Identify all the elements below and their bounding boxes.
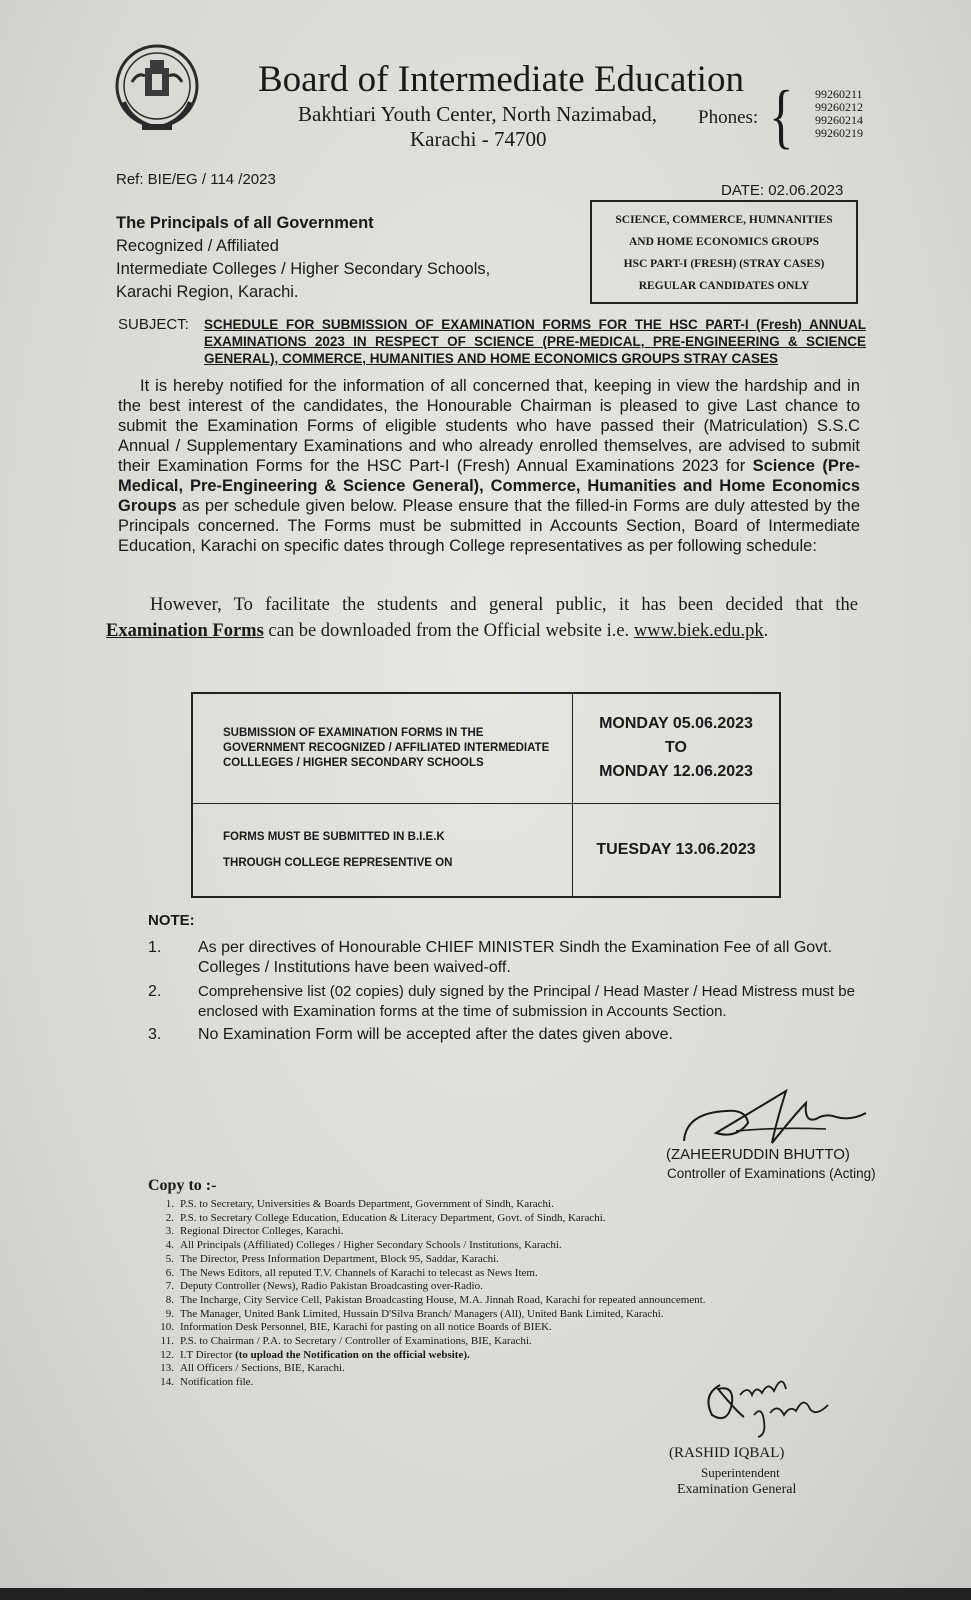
signature-rashid-iqbal — [698, 1355, 838, 1440]
examination-forms-text: Examination Forms — [106, 621, 264, 641]
list-item — [154, 1308, 814, 1322]
list-text: Deputy Controller (News), Radio Pakistan Broadcasting over-Radio. — [180, 1280, 483, 1293]
list-text: Regional Director Colleges, Karachi. — [180, 1225, 344, 1238]
signature-zaheeruddin — [676, 1083, 876, 1153]
board-emblem-logo — [112, 42, 202, 134]
body-text: However, To facilitate the students and general public, it has been decided that the — [150, 595, 858, 615]
list-text: I.T Director — [180, 1348, 236, 1361]
list-number: 4. — [165, 1239, 174, 1252]
website-link[interactable]: www.biek.edu.pk — [633, 621, 764, 641]
body-text: . — [763, 621, 769, 641]
subject-label: SUBJECT: — [118, 316, 189, 333]
list-number: 6. — [165, 1266, 174, 1279]
group-box — [590, 200, 858, 304]
address-line-2: Karachi - 74700 — [410, 127, 547, 151]
schedule-label-cell — [192, 803, 573, 897]
signatory-1-title: Controller of Examinations (Acting) — [667, 1166, 876, 1181]
list-number: 7. — [165, 1280, 174, 1293]
group-box-line: AND HOME ECONOMICS GROUPS — [628, 236, 820, 248]
subject-text: SCHEDULE FOR SUBMISSION OF EXAMINATION FORMS FOR THE HSC PART-I (Fresh) ANNUAL EXAMINATIONS 2023 IN RESPECT OF SCIENCE (PRE-MEDICAL, PRE-ENGINEERING & SCIENCE GENERAL), COMMERCE, HUMANITIES AND HOME ECONOMICS GROUPS STRAY CASES — [204, 317, 866, 366]
signatory-1-name: (ZAHEERUDDIN BHUTTO) — [666, 1146, 850, 1163]
reference-number: Ref: BIE/EG / 114 /2023 — [116, 171, 276, 188]
schedule-row — [192, 803, 780, 897]
note-text: No Examination Form will be accepted after the dates given above. — [198, 1026, 673, 1043]
schedule-label-line: FORMS MUST BE SUBMITTED IN B.I.E.K — [223, 830, 445, 843]
list-item — [154, 1212, 814, 1226]
phone-number: 99260214 — [815, 113, 863, 127]
list-item — [154, 1280, 814, 1294]
signatory-2-name: (RASHID IQBAL) — [669, 1445, 785, 1461]
list-text: All Principals (Affiliated) Colleges / Higher Secondary Schools / Institutions, Karachi. — [180, 1239, 562, 1252]
signatory-2-title: Superintendent — [701, 1465, 780, 1480]
body-text: can be downloaded from the Official website i.e. — [263, 621, 634, 641]
addressee-line: The Principals of all Government — [116, 214, 374, 232]
addressee-line: Intermediate Colleges / Higher Secondary Schools, — [116, 260, 491, 278]
list-item — [154, 1253, 814, 1267]
copy-to-heading: Copy to :- — [148, 1177, 217, 1194]
address-line-1: Bakhtiari Youth Center, North Nazimabad, — [298, 102, 658, 126]
list-text: All Officers / Sections, BIE, Karachi. — [180, 1362, 345, 1375]
schedule-date-cell — [573, 693, 781, 803]
schedule-date: MONDAY 12.06.2023 — [599, 763, 753, 781]
phone-number: 99260219 — [815, 126, 863, 140]
addressee-line: Recognized / Affiliated — [116, 237, 279, 255]
addressee-line: Karachi Region, Karachi. — [116, 283, 299, 301]
schedule-label-line: THROUGH COLLEGE REPRESENTIVE ON — [223, 856, 453, 869]
list-number: 13. — [160, 1362, 174, 1375]
signatory-2-department: Examination General — [677, 1482, 797, 1497]
phones-label: Phones: — [698, 107, 759, 128]
list-number: 2. — [165, 1211, 174, 1224]
list-item — [154, 1198, 814, 1212]
list-text: Information Desk Personnel, BIE, Karachi for pasting on all notice Boards of BIEK. — [180, 1321, 552, 1334]
list-number: 10. — [160, 1321, 174, 1334]
list-text: The Incharge, City Service Cell, Pakistan Broadcasting House, M.A. Jinnah Road, Karachi for repeated announcement. — [180, 1293, 706, 1306]
list-bold-text: (to upload the Notification on the official website). — [235, 1348, 470, 1361]
list-text: P.S. to Secretary, Universities & Boards Department, Government of Sindh, Karachi. — [180, 1198, 554, 1210]
note-text: As per directives of Honourable CHIEF MINISTER Sindh the Examination Fee of all Govt. Colleges / Institutions have been waived-off. — [198, 939, 833, 976]
note-number: 2. — [148, 983, 162, 1000]
list-item — [154, 1335, 814, 1349]
list-number: 9. — [165, 1307, 174, 1320]
schedule-table — [191, 692, 781, 898]
schedule-row — [192, 693, 780, 803]
schedule-label-cell: SUBMISSION OF EXAMINATION FORMS IN THE GOVERNMENT RECOGNIZED / AFFILIATED INTERMEDIATE COLLLEGES / HIGHER SECONDARY SCHOOLS — [192, 693, 573, 803]
list-number: 1. — [165, 1198, 174, 1210]
document-date: DATE: 02.06.2023 — [721, 182, 844, 199]
phone-number: 99260212 — [815, 100, 863, 114]
group-box-line: SCIENCE, COMMERCE, HUMNANITIES — [615, 214, 833, 226]
list-item — [154, 1225, 814, 1239]
list-number: 11. — [160, 1335, 174, 1348]
note-number: 1. — [148, 939, 162, 956]
body-bold-text: Science (Pre-Medical, Pre-Engineering & Science General), Commerce, Humanities and Home Economics Groups — [118, 457, 860, 515]
scan-edge — [0, 1588, 971, 1600]
phone-numbers — [815, 88, 863, 140]
addressee-block — [116, 212, 490, 304]
list-number: 8. — [165, 1293, 174, 1306]
list-number: 12. — [160, 1348, 174, 1361]
phone-number: 99260211 — [815, 87, 863, 101]
body-text: as per schedule given below. Please ensure that the filled-in Forms are duly attested by the Principals concerned. The Forms must be submitted in Accounts Section, Board of Intermediate Education, Karachi on specific dates through College representatives as per following schedule: — [118, 497, 860, 555]
list-text: The News Editors, all reputed T.V. Channels of Karachi to telecast as News Item. — [180, 1266, 538, 1279]
schedule-to: TO — [665, 739, 687, 757]
list-number: 14. — [160, 1376, 174, 1389]
list-text: The Director, Press Information Department, Block 95, Saddar, Karachi. — [180, 1252, 499, 1265]
note-heading: NOTE: — [148, 912, 195, 929]
phones-brace: { — [769, 76, 794, 156]
body-paragraph-2 — [106, 592, 858, 644]
group-box-line: REGULAR CANDIDATES ONLY — [638, 280, 810, 292]
list-item — [154, 1294, 814, 1308]
list-item — [154, 1321, 814, 1335]
schedule-date: MONDAY 05.06.2023 — [599, 715, 753, 733]
list-text: P.S. to Secretary College Education, Education & Literacy Department, Govt. of Sindh, Karachi. — [180, 1211, 606, 1224]
group-box-line: HSC PART-I (FRESH) (STRAY CASES) — [623, 258, 825, 270]
note-text: Comprehensive list (02 copies) duly signed by the Principal / Head Master / Head Mistress must be enclosed with Examination forms at the time of submission in Accounts Section. — [198, 983, 855, 1020]
schedule-date-cell: TUESDAY 13.06.2023 — [573, 803, 781, 897]
list-item — [154, 1239, 814, 1253]
body-text: It is hereby notified for the information of all concerned that, keeping in view the hardship and in the best interest of the candidates, the Honourable Chairman is pleased to give Last chance to submit the Examination Forms of eligible students who have passed their (Matriculation) S.S.C Annual / Supplementary Examinations and who already enrolled themselves, are advised to submit their Examination Forms for the HSC Part-I (Fresh) Annual Examinations 2023 for — [118, 377, 860, 475]
list-text: P.S. to Chairman / P.A. to Secretary / Controller of Examinations, BIE, Karachi. — [180, 1335, 532, 1348]
list-text: The Manager, United Bank Limited, Hussain D'Silva Branch/ Managers (All), United Bank Limited, Karachi. — [180, 1307, 664, 1320]
list-number: 3. — [165, 1225, 174, 1238]
list-text: Notification file. — [180, 1376, 254, 1389]
organization-title: Board of Intermediate Education — [258, 59, 744, 100]
body-paragraph-1 — [118, 376, 860, 556]
list-number: 5. — [165, 1252, 174, 1265]
list-item — [154, 1267, 814, 1281]
note-number: 3. — [148, 1026, 162, 1043]
